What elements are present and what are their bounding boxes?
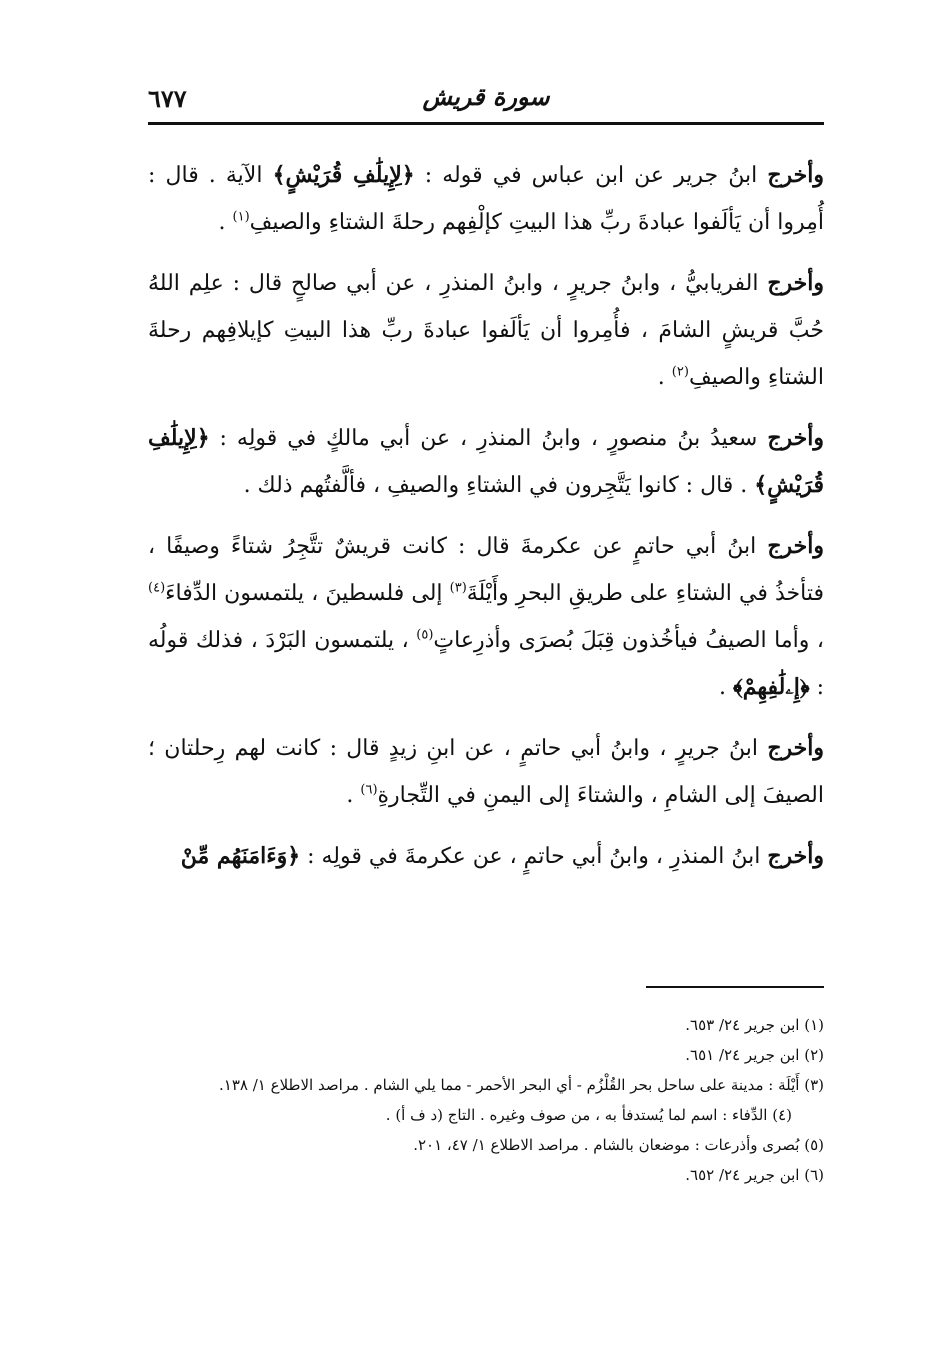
text-run: ابنُ المنذرِ ، وابنُ أبي حاتمٍ ، عن عكرمةَ في قولِه : — [300, 844, 768, 869]
footnote-ref: (٢) — [671, 364, 689, 380]
footnote-ref: (٤) — [148, 580, 166, 596]
text-run: . قال : كانوا يَتَّجِرون في الشتاءِ والصيفِ ، فألَّفتُهم ذلك . — [243, 473, 755, 498]
text-run: ابنُ أبي حاتمٍ عن عكرمةَ قال : كانت قريشٌ تتَّجِرُ شتاءً وصيفًا ، فتأخذُ في الشتاءِ على طريقِ البحرِ وأَيْلَةَ — [148, 534, 824, 606]
text-run: . — [218, 210, 233, 235]
paragraph — [148, 415, 824, 509]
text-run: إلى فلسطينَ ، يلتمسون الدِّفاءَ — [165, 581, 450, 606]
paragraph-lead: وأخرج — [767, 533, 825, 559]
header-rule — [148, 122, 824, 125]
paragraph-lead: وأخرج — [767, 162, 824, 188]
footnote: (١) ابن جرير ٢٤/ ٦٥٣. — [685, 1016, 824, 1034]
paragraph — [148, 260, 824, 401]
quran-quote: ﴿وَءَامَنَهُم مِّنْ — [180, 843, 301, 869]
text-run: الفريابيُّ ، وابنُ جريرٍ ، وابنُ المنذرِ ، عن أبي صالحٍ قال : علِم اللهُ حُبَّ قريشٍ الشامَ ، فأُمِروا أن يَألَفوا عبادةَ ربِّ هذا البيتِ كإيلافِهم رحلةَ الشتاءِ والصيفِ — [148, 271, 824, 390]
text-run: . — [346, 783, 361, 808]
paragraph-lead: وأخرج — [767, 843, 824, 869]
paragraph — [148, 833, 824, 880]
footnote-ref: (٣) — [449, 580, 467, 596]
page-number: ٦٧٧ — [148, 84, 187, 113]
footnote-ref: (٦) — [360, 782, 378, 798]
paragraph — [148, 152, 824, 246]
text-run: ، يلتمسون البَرْدَ ، فذلك قولُه : — [148, 628, 824, 700]
surah-title: سورة قريش — [422, 82, 550, 111]
footnote: (٤) الدِّفاء : اسم لما يُستدفأ به ، من صوف وغيره . التاج (د ف أ) . — [385, 1106, 792, 1124]
paragraph-lead: وأخرج — [767, 270, 824, 296]
quran-quote: ﴿إِۦلَٰفِهِمْ﴾ — [733, 674, 810, 700]
footnote-ref: (٥) — [416, 627, 434, 643]
paragraph-lead: وأخرج — [767, 735, 824, 761]
text-run: ، وأما الصيفُ فيأخُذون قِبَلَ بُصرَى وأذرِعاتٍ — [433, 628, 824, 653]
main-text — [148, 152, 824, 894]
text-run: الآية . قال : أُمِروا أن يَألَفوا عبادةَ ربِّ هذا البيتِ كإلْفِهم رحلةَ الشتاءِ والصيفِ — [148, 163, 824, 235]
running-header — [148, 78, 824, 118]
text-run: . — [657, 365, 672, 390]
footnotes — [148, 1010, 824, 1190]
footnote: (٣) أَيْلَة : مدينة على ساحل بحر القُلْزُم - أي البحر الأحمر - مما يلي الشام . مراصد الاطلاع ١/ ١٣٨. — [219, 1076, 824, 1094]
footnote: (٥) بُصرى وأذرعات : موضعان بالشام . مراصد الاطلاع ١/ ٤٧، ٢٠١. — [413, 1136, 824, 1154]
footnote: (٦) ابن جرير ٢٤/ ٦٥٢. — [685, 1166, 824, 1184]
footnote-rule — [646, 986, 824, 988]
text-run: ابنُ جرير عن ابن عباس في قوله : — [414, 163, 768, 188]
text-run: ابنُ جريرٍ ، وابنُ أبي حاتمٍ ، عن ابنِ زيدٍ قال : كانت لهم رِحلتان ؛ الصيفَ إلى الشامِ ، والشتاءَ إلى اليمنِ في التِّجارةِ — [148, 736, 824, 808]
paragraph — [148, 523, 824, 711]
paragraph-lead: وأخرج — [767, 425, 824, 451]
paragraph — [148, 725, 824, 819]
footnote-ref: (١) — [232, 209, 250, 225]
quran-quote: ﴿لِإِيلَٰفِ قُرَيْشٍ﴾ — [148, 425, 824, 498]
footnote: (٢) ابن جرير ٢٤/ ٦٥١. — [685, 1046, 824, 1064]
text-run: سعيدُ بنُ منصورٍ ، وابنُ المنذرِ ، عن أبي مالكٍ في قولِه : — [209, 426, 768, 451]
quran-quote: ﴿لِإِيلَٰفِ قُرَيْشٍ﴾ — [272, 162, 415, 188]
text-run: . — [719, 675, 733, 700]
